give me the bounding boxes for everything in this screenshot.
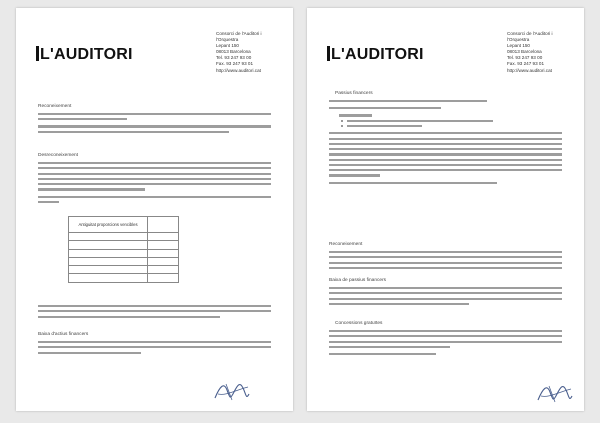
table-cell [148,233,179,241]
section-heading: Baixa de passius financers [329,278,387,283]
section-passius [329,91,562,189]
contact-line: Fax. 93 247 93 01 [507,61,545,67]
section-reconeixement [38,104,271,138]
paragraph [329,182,562,184]
retention-table [68,216,179,283]
contact-line: l'Orquestra [216,37,239,43]
paragraph [329,100,562,102]
contact-line: Lepant 150 [216,43,239,49]
section-reconeixement-passius [329,242,562,274]
contact-line: Tel. 93 247 93 00 [216,55,252,61]
table-header-cell [148,217,179,233]
paragraph [38,125,271,132]
table-cell [69,257,148,265]
paragraph [38,196,271,203]
table-cell [69,274,148,282]
paragraph [38,305,271,318]
table-row [69,249,179,257]
section-heading: Reconeixement [329,242,363,247]
table-cell [148,274,179,282]
contact-block [507,31,582,74]
paragraph [38,162,271,191]
contact-line: Consorci de l'Auditori i [507,31,553,36]
signature-icon [212,378,252,404]
paragraph [38,341,271,354]
table-cell [69,233,148,241]
section-baixa-passius [329,278,562,310]
section-after-table [38,305,271,323]
contact-line: Fax. 93 247 93 01 [216,61,254,67]
section-baixa-actius [38,332,271,359]
paragraph [329,251,562,269]
contact-line: http://www.auditori.cat [507,67,552,73]
section-heading: Passius financers [335,91,373,96]
section-heading: Concessions gratuïtes [335,321,383,326]
table-cell [69,266,148,274]
table-row [69,233,179,241]
table-row [69,274,179,282]
table-cell [69,249,148,257]
section-heading: Baixa d'actius financers [38,332,89,337]
auditori-logo: L'AUDITORI [36,46,133,64]
paragraph [38,113,271,120]
table-cell [148,266,179,274]
table-header-cell: Antiguitat proporcions vencibles [69,217,148,233]
document-page-right [307,8,584,411]
contact-line: 08013 Barcelona [507,49,542,55]
table-row [69,257,179,265]
paragraph [329,132,562,176]
section-desreconeixement [38,153,271,208]
contact-block [216,31,291,74]
list-item [341,125,562,127]
contact-line: http://www.auditori.cat [216,67,261,73]
paragraph [329,114,562,127]
contact-line: l'Orquestra [507,37,530,43]
document-page-left [16,8,293,411]
table-cell [148,257,179,265]
table-row [69,241,179,249]
section-heading: Desreconeixement [38,153,78,158]
contact-line: Tel. 93 247 93 00 [507,55,543,61]
signature-icon [535,380,575,406]
contact-line: Consorci de l'Auditori i [216,31,262,36]
contact-line: Lepant 150 [507,43,530,49]
contact-line: 08013 Barcelona [216,49,251,55]
paragraph [329,107,562,109]
section-heading: Reconeixement [38,104,72,109]
table-cell [148,241,179,249]
section-concessions [329,321,562,360]
auditori-logo: L'AUDITORI [327,46,424,64]
paragraph [329,353,562,355]
paragraph [329,330,562,348]
table-row [69,266,179,274]
list-item [341,120,562,122]
table-cell [148,249,179,257]
table-cell [69,241,148,249]
paragraph [329,287,562,305]
